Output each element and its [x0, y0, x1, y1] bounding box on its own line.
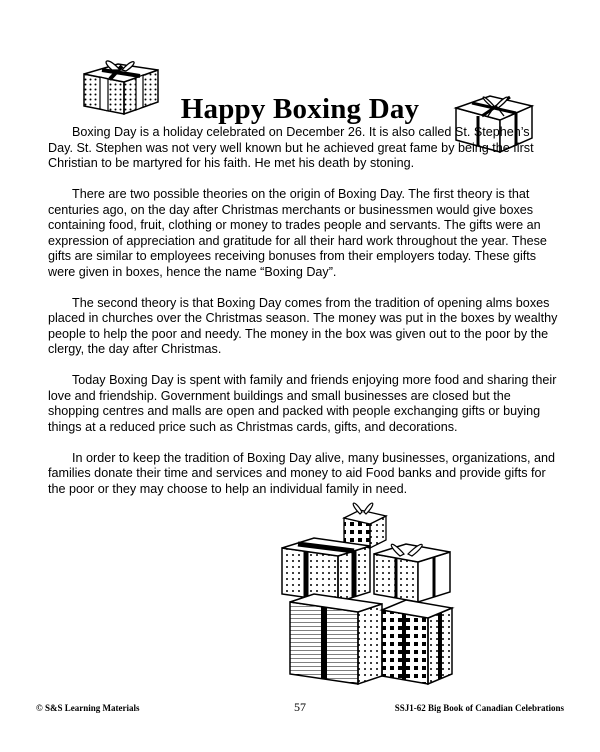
- page-title: Happy Boxing Day: [180, 93, 420, 126]
- paragraph: Boxing Day is a holiday celebrated on December 26. It is also called St. Stephen’s Day. St. Stephen was not very well known but he achieved great fame by being the first Christian to be martyred for his faith. He met his death by stoning.: [48, 125, 534, 170]
- paragraph: There are two possible theories on the origin of Boxing Day. The first theory is that centuries ago, on the day after Christmas merchants or businessmen would give boxes containing food, fruit, clothing or money to trades people and servants. The gifts were an expression of appreciation and gratitude for all their hard work throughout the year. These gifts are similar to employees receiving bonuses from their employers today. These gifts were given in boxes, hence the name “Boxing Day”.: [48, 187, 547, 279]
- gift-pile-icon: [278, 498, 456, 688]
- footer-book-title: SSJ1-62 Big Book of Canadian Celebrations: [394, 703, 564, 713]
- footer-copyright: © S&S Learning Materials: [36, 703, 140, 713]
- article-body: [48, 125, 558, 513]
- paragraph: In order to keep the tradition of Boxing Day alive, many businesses, organizations, and families donate their time and services and money to aid Food banks and provide gifts for the poor or they may choose to help an individual family in need.: [48, 450, 556, 496]
- paragraph: The second theory is that Boxing Day comes from the tradition of opening alms boxes placed in churches over the Christmas season. The money was put in the boxes by wealthy people to help the poor and needy. The money in the box was given out to the poor by the clergy, the day after Christmas.: [48, 295, 558, 356]
- page-number: 57: [294, 700, 306, 714]
- paragraph: Today Boxing Day is spent with family and friends enjoying more food and sharing their love and friendship. Government buildings and small businesses are closed but the shopping centres and malls are open and packed with people exchanging gifts or buying things at a reduced price such as Christmas cards, gifts, and decorations.: [48, 373, 557, 434]
